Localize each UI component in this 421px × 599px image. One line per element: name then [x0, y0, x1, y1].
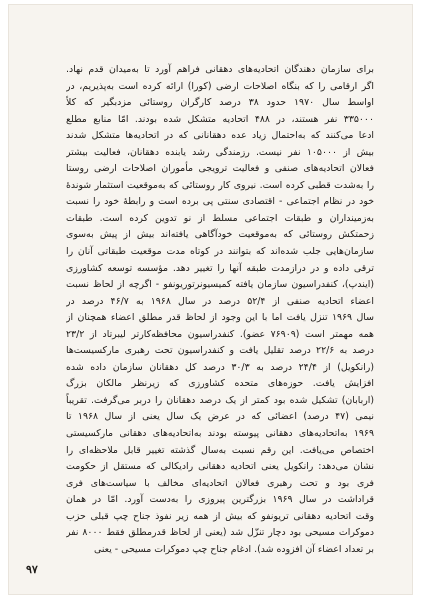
page-number: ۹۷ — [26, 563, 38, 576]
text-line: قراداشت در سال ۱۹۶۹ بزرگترین پیروزی را به‌دست آورد. امّا در همان — [66, 494, 374, 506]
text-line: درصد به ۲۲/۶ درصد تقلیل یافت و کنفدراسیون تحت رهبری مارکسیست‌ها — [66, 345, 374, 357]
text-line: سازمان‌هایی جلب شده‌اند که بتوانند در کوتاه مدت موقعیت طبقاتی آنان را — [66, 246, 374, 258]
text-line: بر تعداد اعضاء آن افزوده شد). ادغام جناح چپ دموکرات مسیحی - یعنی — [94, 543, 374, 555]
text-line: (ایندپ)، کنفدراسیون سازمان یافته کمیسیونرتوریونفو - اگرچه از لحاظ نسبت — [66, 279, 374, 291]
text-line: خود در نظام اجتماعی - اقتصادی سنتی پی برده است و رابطهٔ خود را نسبت — [66, 196, 374, 208]
book-page — [8, 4, 413, 595]
text-line: ترقی داده و در درازمدت طبقه آنها را تغییر دهد. مؤسسه توسعه کشاورزی — [66, 262, 374, 274]
body-text — [66, 62, 374, 560]
text-line: ۳۳۵۰۰۰ نفر هستند، در ۴۸۸ اتحادیه متشکل شده بودند. امّا منابع مطلع — [66, 113, 374, 125]
text-line: (رانکویل) از ۲۴/۴ درصد به ۳۰/۳ درصد کل دهقانان سازمان داده شده — [66, 361, 374, 373]
text-line: ادعا می‌کنند که به‌احتمال زیاد عده دهقانانی که در اتحادیه‌ها متشکل شدند — [66, 130, 374, 142]
text-line: ۱۹۶۹ به‌اتحادیه‌های دهقانی پیوسته بودند به‌اتحادیه‌های دهقانی مارکسیستی — [66, 428, 374, 440]
text-line: اعضاء اتحادیه صنفی از ۵۲/۴ درصد در سال ۱۹۶۸ به ۴۶/۷ درصد در — [66, 295, 374, 307]
text-line: فری بود و تحت رهبری فعالان اتحادیه‌ای مخالف با سیاست‌های فری — [66, 477, 374, 489]
text-line: (اربابان) تشکیل شده بود کمتر از یک درصد دهقانان را دربر می‌گرفت. تقریباً — [66, 394, 374, 406]
text-line: دموکرات مسیحی بود دچار تنزّل شد (یعنی از لحاظ قدرمطلق فقط ۸۰۰۰ نفر — [66, 527, 374, 539]
text-line: اگر ارقامی را که بنگاه اصلاحات ارضی (کورا) ارائه کرده است به‌پذیریم، در — [66, 80, 374, 92]
text-line: به‌زمینداران و طبقات اجتماعی مسلط از نو تدوین کرده است. طبقات — [66, 212, 374, 224]
text-line: همه مهمتر است (۷۶۹۰۹ عضو). کنفدراسیون محافظه‌کارتر لیبرتاد از ۲۳/۲ — [66, 328, 374, 340]
text-line: را به‌شدت قطبی کرده است. نیروی کار روستائی که به‌موقعیت استثمار شوندهٔ — [66, 179, 374, 191]
text-line: نیمی (۴۷ درصد) اعضائی که در عرض یک سال یعنی از سال ۱۹۶۸ تا — [66, 411, 374, 423]
text-line: افزایش یافت. حوزه‌های متحده کشاورزی که زیرنظر مالکان بزرگ — [66, 378, 374, 390]
text-line: اواسط سال ۱۹۷۰ حدود ۳۸ درصد کارگران روستائی مزدبگیر که کلاً — [66, 97, 374, 109]
text-line: اختصاص می‌یافت. این رقم نسبت به‌سال گذشته تغییر قابل ملاحظه‌ای را — [66, 444, 374, 456]
text-line: فعالان اتحادیه‌های صنفی و فعالیت ترویجی مأموران اصلاحات ارضی روستا — [66, 163, 374, 175]
text-line: برای سازمان دهندگان اتحادیه‌های دهقانی فراهم آورد تا به‌میدان قدم نهاد. — [66, 64, 374, 75]
text-line: وقت اتحادیه دهقانی تریونفو که بیش از همه زیر نفوذ جناح چپ قبلی حزب — [66, 510, 374, 522]
text-line: بیش از ۱۰۵۰۰۰ نفر نیست. رزمندگی رشد یابنده دهقانان، فعالیت بیشتر — [66, 146, 374, 158]
text-line: زحمتکش روستائی که به‌موقعیت خودآگاهی یافته‌اند بیش از پیش به‌سوی — [66, 229, 374, 241]
text-line: نشان می‌دهد: رانکویل یعنی اتحادیه دهقانی رادیکالی که مستقل از حکومت — [66, 461, 374, 473]
text-line: سال ۱۹۶۹ تنزل یافت اما با این وجود از لحاظ قدر مطلق اعضاء همچنان از — [66, 312, 374, 324]
